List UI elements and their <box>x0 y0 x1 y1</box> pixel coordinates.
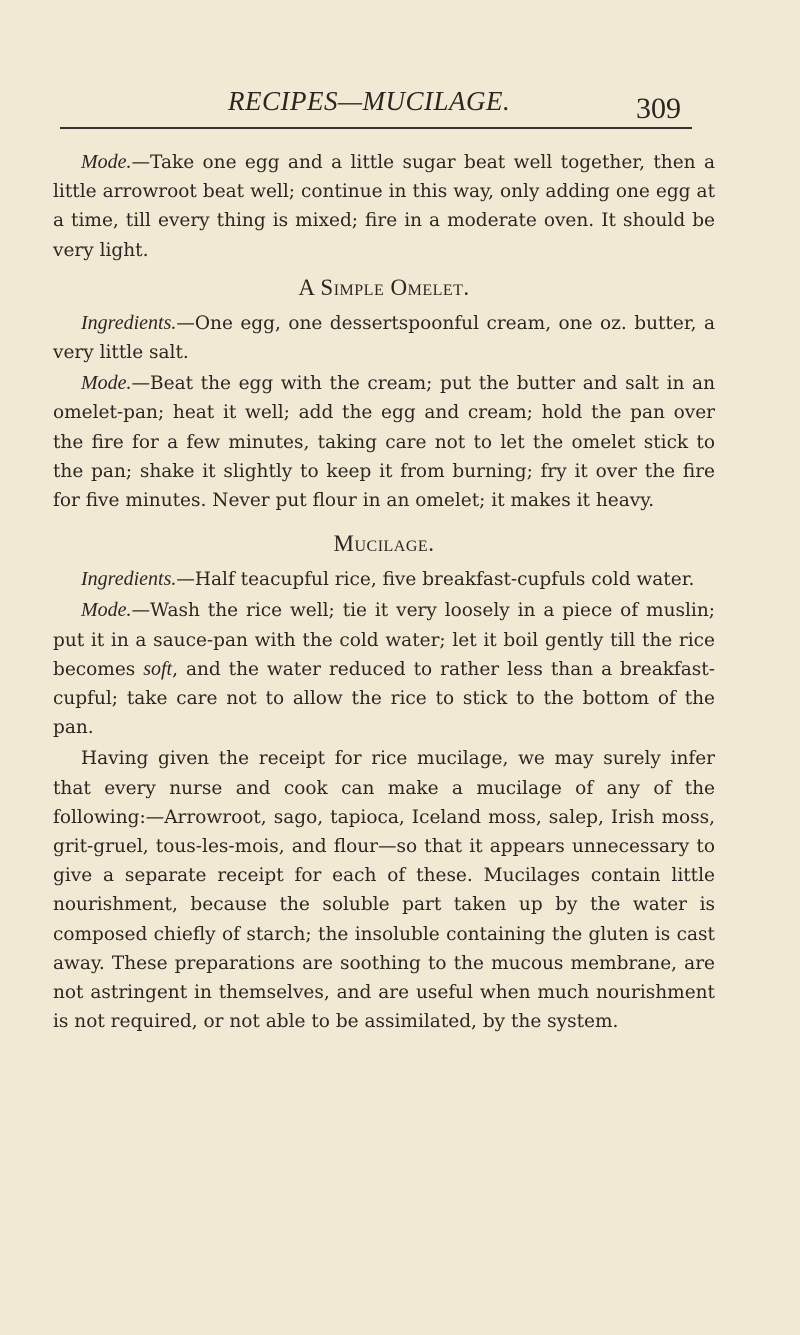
omelet-heading: A Simple Omelet. <box>298 274 470 300</box>
intro-mode-paragraph <box>53 148 715 265</box>
omelet-mode-label: Mode. <box>81 372 132 395</box>
omelet-ingredients-text: —One egg, one dessertspoonful cream, one oz. butter, a very little salt. <box>53 312 715 364</box>
running-head <box>0 86 800 126</box>
mucilage-ingredients-paragraph <box>53 565 715 594</box>
mucilage-ingredients-label: Ingredients. <box>81 568 177 591</box>
mucilage-heading: Mucilage. <box>333 531 435 557</box>
mucilage-mode-emphasis: soft <box>143 657 173 680</box>
intro-mode-text: —Take one egg and a little sugar beat well together, then a little arrowroot beat well; continue in this way, only adding one egg at a time, till every thing is mixed; fire in a moderate oven. It should be very light. <box>53 152 715 261</box>
omelet-ingredients-paragraph <box>53 309 715 367</box>
header-rule <box>60 127 692 129</box>
mucilage-mode-paragraph <box>53 596 715 742</box>
mucilage-ingredients-text: —Half teacupful rice, five breakfast-cupfuls cold water. <box>176 569 695 591</box>
mucilage-mode-label: Mode. <box>81 599 132 622</box>
omelet-mode-paragraph <box>53 369 715 515</box>
mucilage-note-paragraph: Having given the receipt for rice mucilage, we may surely infer that every nurse and cook can make a mucilage of any of the following:—Arrowroot, sago, tapioca, Iceland moss, salep, Irish moss, grit-gruel, tous-les-mois, and flour—so that it appears unnecessary to give a separate receipt for each of these. Mucilages contain little nourishment, because the soluble part taken up by the water is composed chiefly of starch; the insoluble containing the gluten is cast away. These preparations are soothing to the mucous membrane, are not astringent in themselves, and are useful when much nourishment is not required, or not able to be assimilated, by the system. <box>53 748 715 1033</box>
omelet-ingredients-label: Ingredients. <box>81 311 177 334</box>
mucilage-mode-text-after: , and the water reduced to rather less than a breakfast-cupful; take care not to allow the rice to stick to the bottom of the pan. <box>53 658 715 739</box>
page-number: 309 <box>636 92 681 125</box>
mucilage-mode-text-before: —Wash the rice well; tie it very loosely in a piece of muslin; put it in a sauce-pan with the cold water; let it boil gently till the rice becomes <box>53 600 715 680</box>
omelet-mode-text: —Beat the egg with the cream; put the butter and salt in an omelet-pan; heat it well; add the egg and cream; hold the pan over the fire for a few minutes, taking care not to let the omelet stick to the pan; shake it slightly to keep it from burning; fry it over the fire for five minutes. Never put flour in an omelet; it makes it heavy. <box>53 373 715 512</box>
header-title: RECIPES—MUCILAGE. <box>228 86 511 116</box>
intro-mode-label: Mode. <box>81 151 132 173</box>
page-body <box>53 148 715 1036</box>
